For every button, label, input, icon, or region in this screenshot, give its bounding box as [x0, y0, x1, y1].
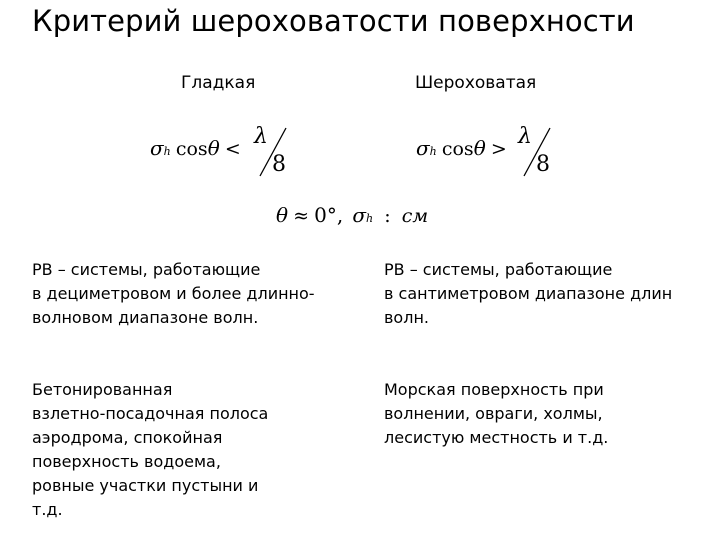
slide-title: Критерий шероховатости поверхности: [32, 4, 635, 38]
angle-note-formula: [276, 203, 428, 227]
sigma-symbol: σ: [150, 136, 164, 160]
approx-operator: ≈: [293, 205, 310, 227]
zero-degrees: 0°,: [314, 203, 344, 227]
less-than-operator: <: [224, 138, 241, 160]
smooth-heading: Гладкая: [181, 73, 256, 93]
rough-examples: Морская поверхность при волнении, овраги, холмы, лесистую местность и т.д.: [384, 380, 609, 447]
colon-separator: :: [384, 205, 391, 227]
lambda-numerator: λ: [518, 124, 532, 149]
greater-than-operator: >: [490, 138, 507, 160]
rough-condition-formula: [416, 136, 507, 160]
eight-denominator: 8: [536, 152, 550, 177]
sigma-symbol: σ: [352, 203, 366, 227]
smooth-lambda-fraction: [254, 126, 298, 182]
unit-cm: см: [401, 205, 429, 227]
smooth-examples: Бетонированная взлетно-посадочная полоса аэродрома, спокойная поверхность водоема, ровные участки пустыни и т.д.: [32, 380, 269, 519]
lambda-numerator: λ: [254, 124, 268, 149]
rough-description: РВ – системы, работающие в сантиметровом диапазоне длин волн.: [384, 260, 673, 327]
rough-lambda-fraction: [518, 126, 562, 182]
eight-denominator: 8: [272, 152, 286, 177]
cos-function: cos: [441, 138, 474, 160]
theta-symbol: θ: [276, 203, 289, 227]
theta-symbol: θ: [207, 136, 220, 160]
h-subscript: h: [429, 145, 437, 158]
cos-function: cos: [175, 138, 208, 160]
smooth-condition-formula: [150, 136, 241, 160]
rough-heading: Шероховатая: [415, 73, 537, 93]
h-subscript: h: [366, 212, 374, 225]
h-subscript: h: [163, 145, 171, 158]
sigma-symbol: σ: [416, 136, 430, 160]
theta-symbol: θ: [473, 136, 486, 160]
smooth-description: РВ – системы, работающие в дециметровом и более длинно- волновом диапазоне волн.: [32, 260, 315, 327]
